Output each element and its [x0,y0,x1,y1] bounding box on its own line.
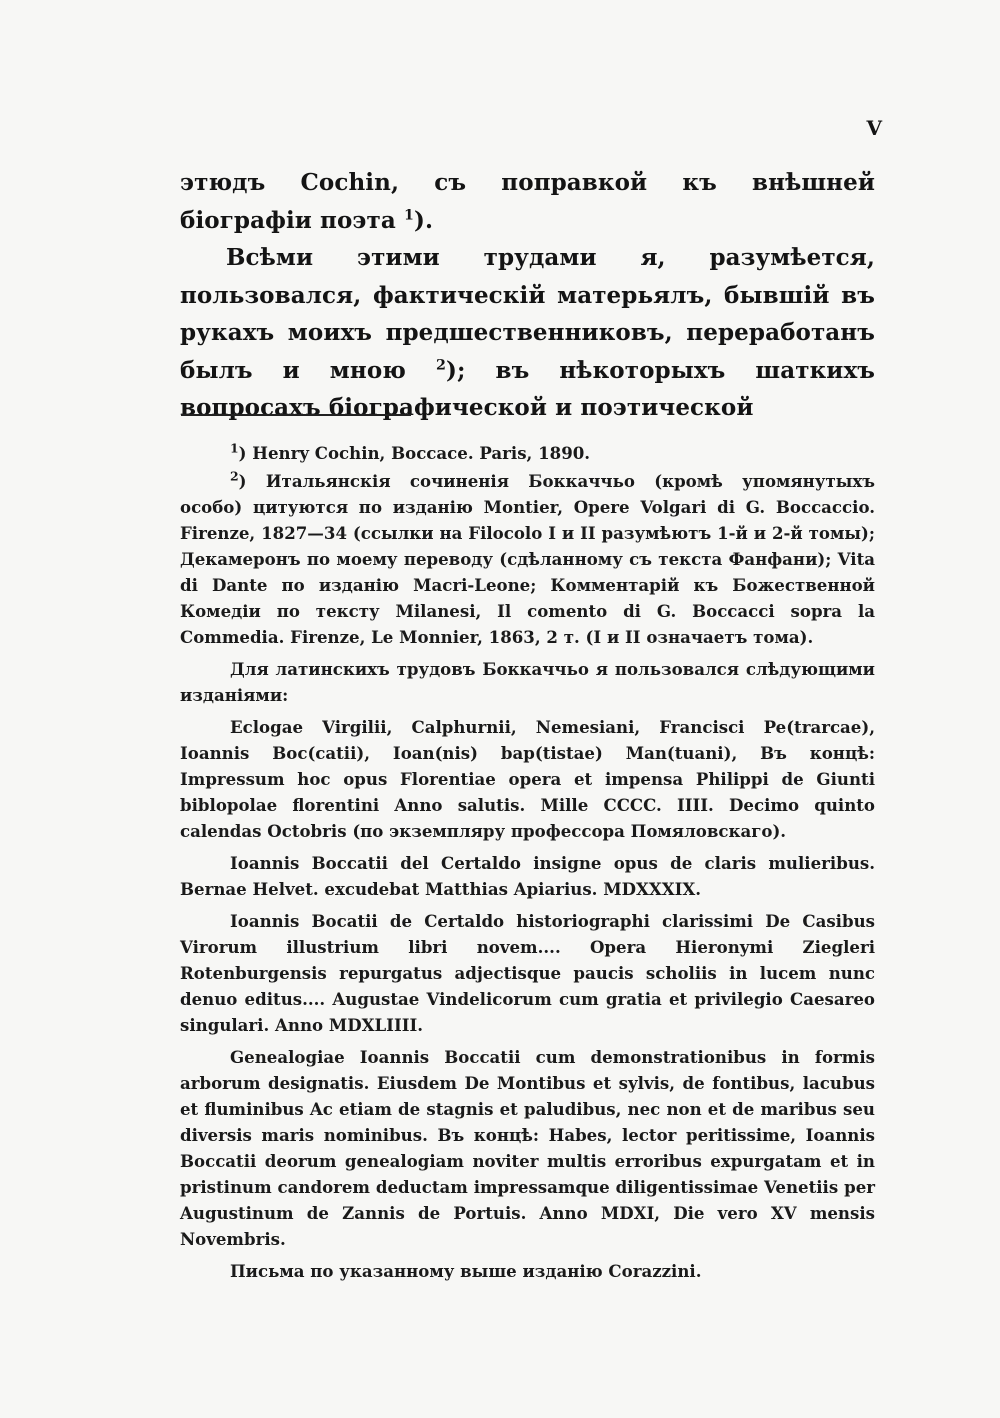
footnote-divider [181,414,411,416]
note-paragraph: Genealogiae Ioannis Boccatii cum demonstrationibus in formis arborum designatis. Eiusdem De Montibus et sylvis, de fontibus, lacubus et fluminibus Ac etiam de stagnis et paludibus, nec non et de maribus seu diversis maris nominibus. Въ концѣ: Habes, lector peritissime, Ioannis Boccatii deorum genealogiam noviter multis erroribus expurgatam et in pristinum candorem deductam impressamque diligentissimae Venetiis per Augustinum de Zannis de Portuis. Anno MDXI, Die vero XV mensis Novembris. [180,1047,875,1249]
footnote-ref[interactable]: 2 [435,356,446,373]
note-paragraph: Ioannis Bocatii de Certaldo historiographi clarissimi De Casibus Virorum illustrium libri novem.... Opera Hieronymi Ziegleri Rotenburgensis repurgatus adjectisque paucis scholiis in lucem nunc denuo editus.... Augustae Vindelicorum cum gratia et privilegio Caesareo singulari. Anno MDXLIIII. [180,911,875,1035]
page-number: V [866,116,882,140]
note-paragraph: Eclogae Virgilii, Calphurnii, Nemesiani, Francisci Pe(trarcae), Ioannis Boc(catii), Ioan(nis) bap(tistae) Man(tuani), Въ концѣ: Impressum hoc opus Florentiae opera et impensa Philippi de Giunti biblopolae florentini Anno salutis. Mille CCCC. IIII. Decimo quinto calendas Octobris (по экземпляру профессора Помяловскаго). [180,717,875,841]
note-paragraph: Письма по указанному выше изданію Corazzini. [230,1261,702,1281]
footnotes [180,440,875,1290]
note-paragraph: Ioannis Boccatii del Certaldo insigne opus de claris mulieribus. Bernae Helvet. excudebat Matthias Apiarius. MDXXXIX. [180,853,875,899]
main-paragraph: Всѣми этими трудами я, разумѣется, пользовался, фактическій матерьялъ, бывшій въ рукахъ моихъ предшественниковъ, переработанъ былъ и мною $^2$); въ нѣкоторыхъ шаткихъ вопросахъ біографической и поэтической [180,244,875,421]
footnote-ref[interactable]: 1 [404,206,415,223]
footnote-marker: 2 [230,468,239,484]
footnote: $^1$) Henry Cochin, Boccace. Paris, 1890. [230,440,591,463]
note-paragraph: Для латинскихъ трудовъ Боккаччьо я пользовался слѣдующими изданіями: [180,659,875,705]
footnote-marker: 1 [230,440,239,456]
main-paragraph: этюдъ Cochin, съ поправкой къ внѣшней біографіи поэта $^1$). [180,169,875,234]
footnote: $^2$) Итальянскія сочиненія Боккаччьо (кромѣ упомянутыхъ особо) цитуются по изданію Montier, Opere Volgari di G. Boccaccio. Firenze, 1827—34 (ссылки на Filocolo I и II разумѣютъ 1-й и 2-й томы); Декамеронъ по моему переводу (сдѣланному съ текста Фанфани); Vita di Dante по изданію Macri-Leone; Комментарій къ Божественной Комедіи по тексту Milanesi, Il comento di G. Boccacci sopra la Commedia. Firenze, Le Monnier, 1863, 2 т. (I и II означаетъ тома). [180,468,875,647]
main-text [180,164,875,427]
